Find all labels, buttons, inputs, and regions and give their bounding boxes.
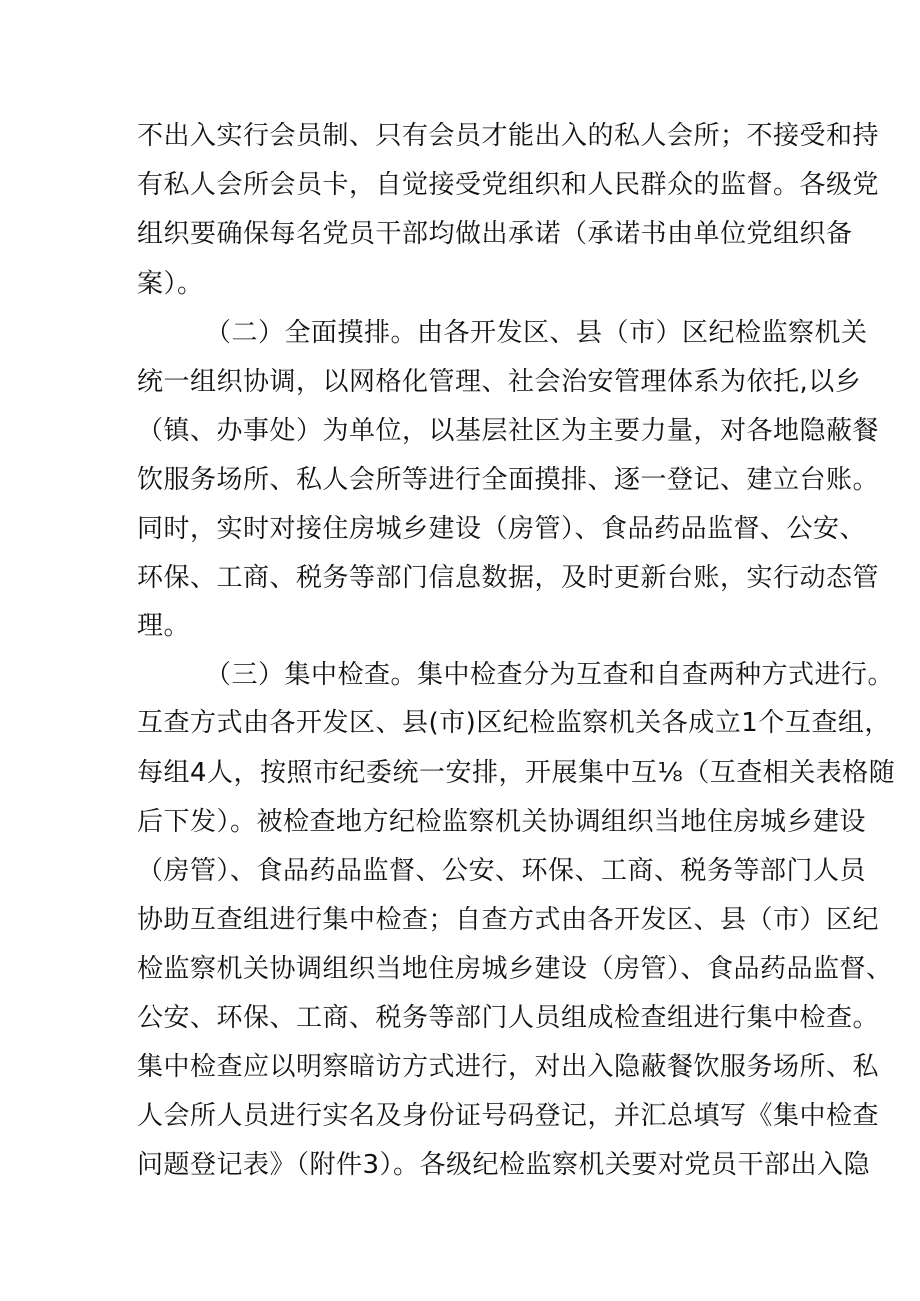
text-line: 集中检查应以明察暗访方式进行，对出入隐蔽餐饮服务场所、私 xyxy=(137,1052,880,1082)
text-line: 饮服务场所、私人会所等进行全面摸排、逐一登记、建立台账。 xyxy=(137,465,880,495)
text-line: 每组4人，按照市纪委统一安排，开展集中互⅛（互查相关表格随 xyxy=(137,758,896,788)
text-line: 组织要确保每名党员干部均做出承诺（承诺书由单位党组织备 xyxy=(137,219,853,249)
text-line: 公安、环保、工商、税务等部门人员组成检查组进行集中检查。 xyxy=(137,1003,880,1033)
text-line: 不出入实行会员制、只有会员才能出入的私人会所；不接受和持 xyxy=(137,121,880,151)
text-line: 问题登记表》（附件3）。各级纪检监察机关要对党员干部出入隐 xyxy=(137,1150,871,1180)
text-line: 互查方式由各开发区、县(市)区纪检监察机关各成立1个互查组， xyxy=(137,708,891,738)
text-line: （房管）、食品药品监督、公安、环保、工商、税务等部门人员 xyxy=(137,856,867,886)
text-line: 人会所人员进行实名及身份证号码登记，并汇总填写《集中检查 xyxy=(137,1101,880,1131)
text-line: 协助互查组进行集中检查；自查方式由各开发区、县（市）区纪 xyxy=(137,905,880,935)
section-heading-line: （二）全面摸排。由各开发区、县（市）区纪检监察机关 xyxy=(205,318,868,348)
text-line: 统一组织协调，以网格化管理、社会治安管理体系为依托,以乡 xyxy=(137,367,862,397)
text-line: 环保、工商、税务等部门信息数据，及时更新台账，实行动态管 xyxy=(137,563,880,593)
text-line: 有私人会所会员卡，自觉接受党组织和人民群众的监督。各级党 xyxy=(137,170,880,200)
text-line: 案）。 xyxy=(137,269,204,299)
text-line: 同时，实时对接住房城乡建设（房管）、食品药品监督、公安、 xyxy=(137,514,867,544)
text-line: 理。 xyxy=(137,611,191,641)
section-heading-line: （三）集中检查。集中检查分为互查和自查两种方式进行。 xyxy=(205,660,895,690)
text-line: 检监察机关协调组织当地住房城乡建设（房管）、食品药品监督、 xyxy=(137,954,893,984)
text-line: 后下发）。被检查地方纪检监察机关协调组织当地住房城乡建设 xyxy=(137,807,867,837)
text-line: （镇、办事处）为单位，以基层社区为主要力量，对各地隐蔽餐 xyxy=(137,416,880,446)
